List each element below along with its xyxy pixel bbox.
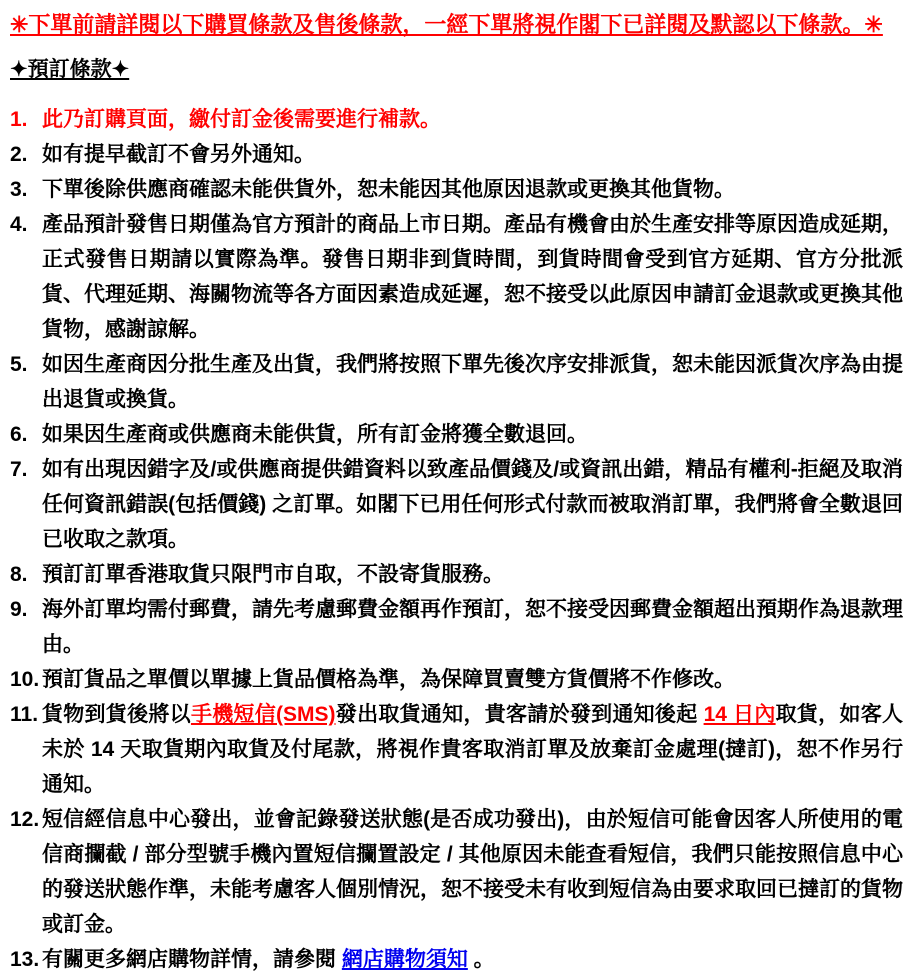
term-text: 下單後除供應商確認未能供貨外，恕未能因其他原因退款或更換其他貨物。	[42, 178, 735, 201]
term-item-1	[10, 102, 903, 137]
term-item-10	[10, 662, 903, 697]
term-item-5	[10, 347, 903, 417]
terms-warning-header: ✳下單前請詳閱以下購買條款及售後條款，一經下單將視作閣下已詳閱及默認以下條款。✳	[10, 12, 883, 37]
term-text: 如因生產商因分批生產及出貨，我們將按照下單先後次序安排派貨，恕未能因派貨次序為由提出退貨或換貨。	[42, 353, 903, 411]
term-number: 13.	[10, 948, 40, 971]
term-item-8	[10, 557, 903, 592]
term-text: 短信經信息中心發出，並會記錄發送狀態(是否成功發出)，由於短信可能會因客人所使用的電信商攔截 / 部分型號手機內置短信攔置設定 / 其他原因未能查看短信，我們只能按照信息中心的發送狀態作準，未能考慮客人個別情況，恕不接受未有收到短信為由要求取回已撻訂的貨物或訂金。	[42, 808, 903, 936]
term-text-segment: 有關更多網店購物詳情，請參閱	[42, 948, 342, 971]
term-item-4	[10, 207, 903, 347]
shop-guide-link[interactable]: 網店購物須知	[341, 948, 468, 971]
term-text: 產品預計發售日期僅為官方預計的商品上市日期。產品有機會由於生產安排等原因造成延期，正式發售日期請以實際為準。發售日期非到貨時間，到貨時間會受到官方延期、官方分批派貨、代理延期、海關物流等各方面因素造成延遲，恕不接受以此原因申請訂金退款或更換其他貨物，感謝諒解。	[42, 213, 903, 341]
term-text: 預訂訂單香港取貨只限門市自取，不設寄貨服務。	[42, 563, 504, 586]
term-text: 如有提早截訂不會另外通知。	[42, 143, 315, 166]
term-item-2	[10, 137, 903, 172]
pickup-deadline-highlight: 14 日內	[703, 703, 776, 726]
term-text: 如有出現因錯字及/或供應商提供錯資料以致產品價錢及/或資訊出錯，精品有權利-拒絕及取消任何資訊錯誤(包括價錢) 之訂單。如閣下已用任何形式付款而被取消訂單，我們將會全數退回已收取之款項。	[42, 458, 903, 551]
term-item-12	[10, 802, 903, 942]
sms-notice-highlight: 手機短信(SMS)	[190, 703, 336, 726]
term-number: 4.	[10, 213, 28, 236]
term-number: 7.	[10, 458, 28, 481]
term-item-3	[10, 172, 903, 207]
term-text: 預訂貨品之單價以單據上貨品價格為準，為保障買賣雙方貨價將不作修改。	[42, 668, 735, 691]
term-text: 海外訂單均需付郵費，請先考慮郵費金額再作預訂，恕不接受因郵費金額超出預期作為退款理由。	[42, 598, 903, 656]
term-text	[42, 703, 903, 796]
term-number: 2.	[10, 143, 28, 166]
term-number: 10.	[10, 668, 40, 691]
term-number: 8.	[10, 563, 28, 586]
term-item-9	[10, 592, 903, 662]
term-number: 12.	[10, 808, 40, 831]
term-number: 3.	[10, 178, 28, 201]
term-item-13	[10, 942, 903, 977]
term-text: 此乃訂購頁面，繳付訂金後需要進行補款。	[42, 108, 441, 131]
terms-list	[10, 102, 903, 977]
term-item-11	[10, 697, 903, 802]
term-item-6	[10, 417, 903, 452]
term-number: 5.	[10, 353, 28, 376]
term-text-segment: 取貨，如客人未於 14 天取貨期內取貨及付尾款，將視作貴客取消訂單及放棄訂金處理(撻訂)，恕不作另行通知。	[42, 703, 904, 796]
term-number: 1.	[10, 108, 28, 131]
term-number: 6.	[10, 423, 28, 446]
section-title-row	[10, 57, 903, 83]
term-text-segment: 貨物到貨後將以	[42, 703, 191, 726]
term-text	[42, 948, 495, 971]
term-text-segment: 。	[467, 948, 495, 971]
section-title-preorder-terms: ✦預訂條款✦	[10, 58, 130, 81]
term-number: 9.	[10, 598, 28, 621]
term-text: 如果因生產商或供應商未能供貨，所有訂金將獲全數退回。	[42, 423, 588, 446]
term-item-7	[10, 452, 903, 557]
term-number: 11.	[10, 703, 39, 726]
term-text-segment: 發出取貨通知，貴客請於發到通知後起	[335, 703, 704, 726]
